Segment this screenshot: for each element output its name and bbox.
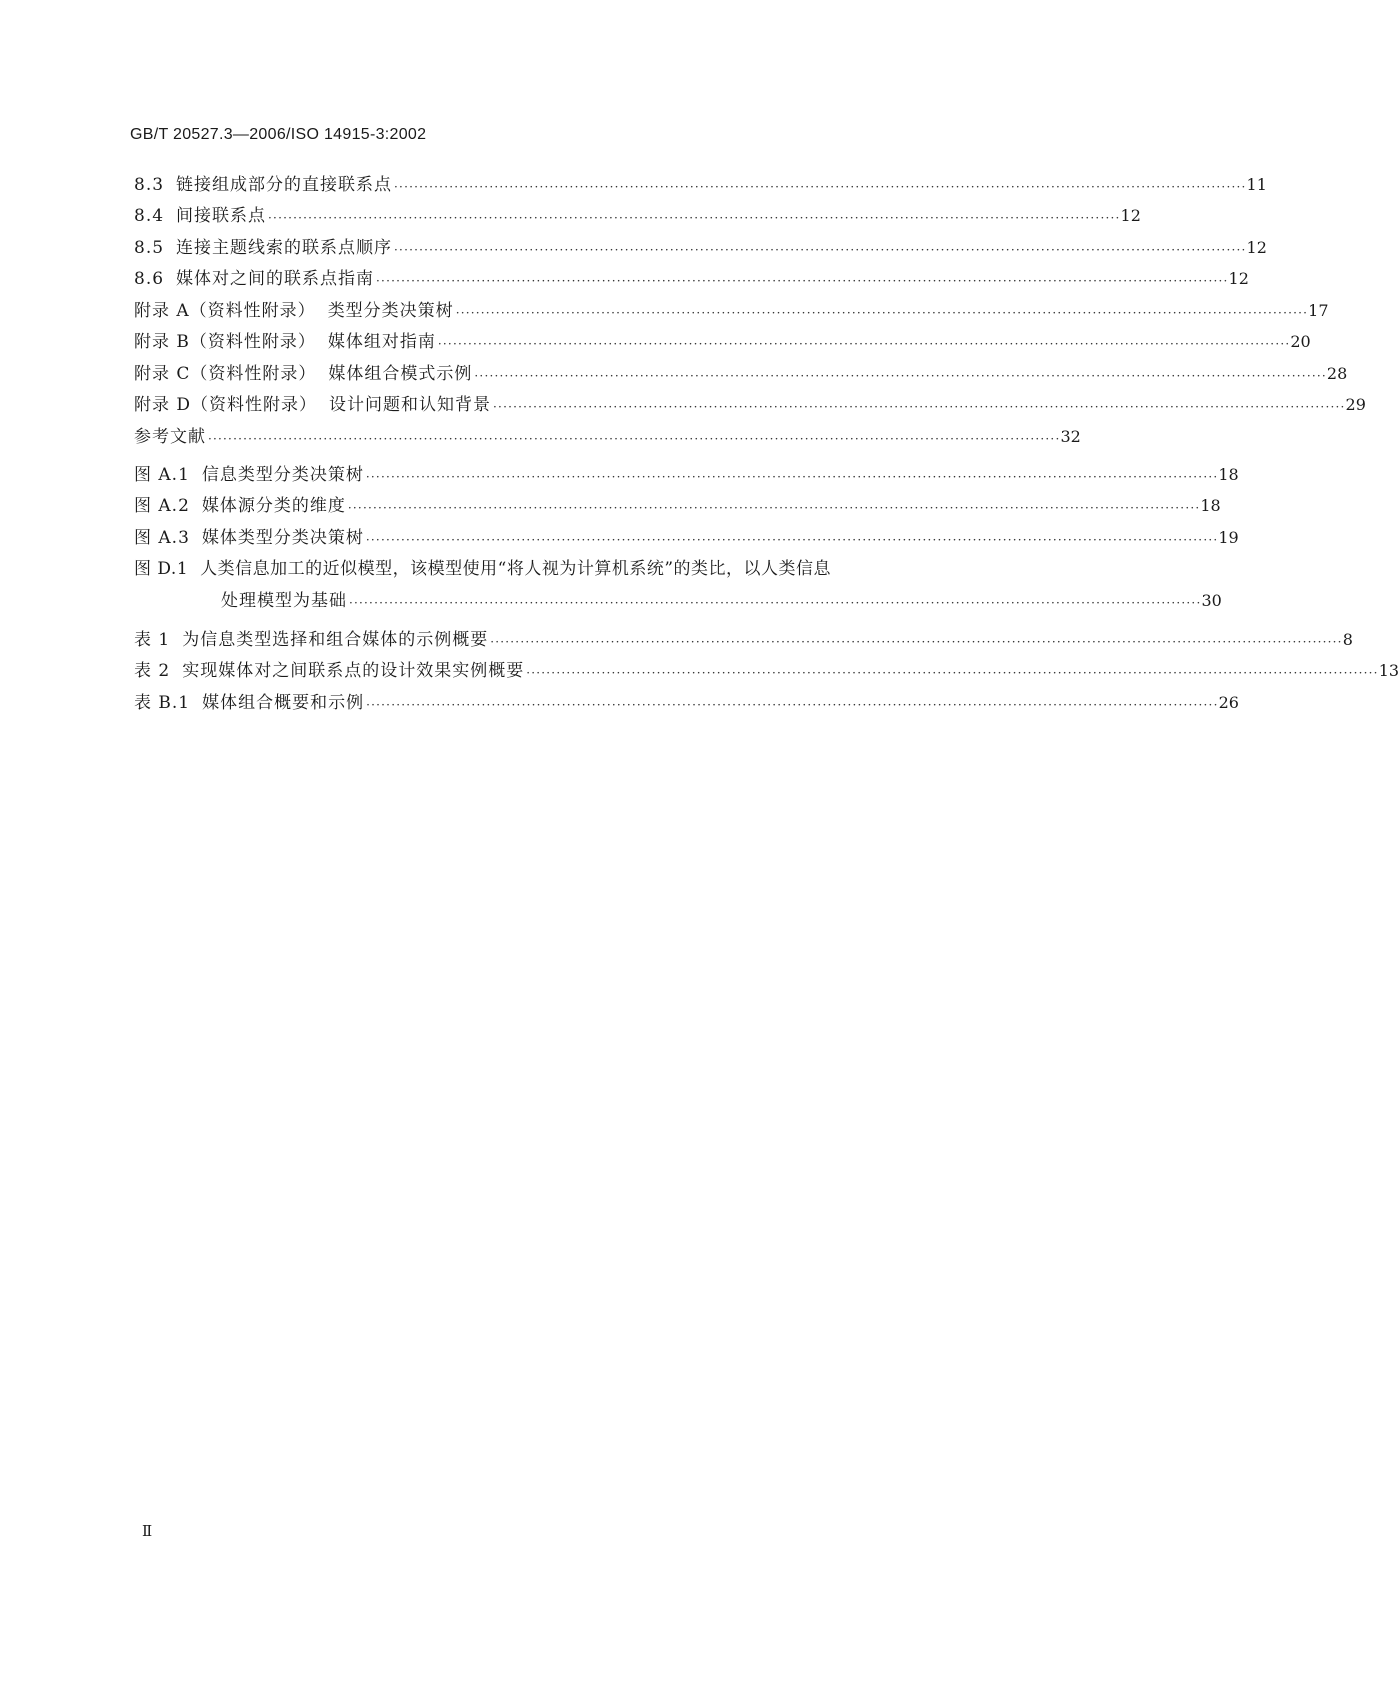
toc-entry-page: 12 xyxy=(1120,206,1141,225)
toc-entry-title: 为信息类型选择和组合媒体的示例概要 xyxy=(182,629,489,650)
dot-leader: ·········································································································································································· xyxy=(349,595,1202,610)
document-standard-code: GB/T 20527.3—2006/ISO 14915-3:2002 xyxy=(130,126,427,143)
toc-entry[interactable] xyxy=(134,549,1060,581)
toc-entry[interactable] xyxy=(134,486,1221,518)
toc-entry[interactable] xyxy=(134,353,1348,385)
toc-entry[interactable] xyxy=(134,619,1353,651)
toc-entry-page: 28 xyxy=(1326,363,1348,383)
toc-entry-number: 8.3 xyxy=(134,174,165,195)
toc-entry-page: 30 xyxy=(1201,590,1222,610)
toc-entry[interactable] xyxy=(134,517,1239,549)
toc-entry-title: 媒体源分类的维度 xyxy=(201,496,346,516)
toc-section-tables xyxy=(134,619,1399,714)
toc-entry-number: 8.5 xyxy=(134,237,165,258)
toc-entry[interactable] xyxy=(134,227,1267,259)
dot-leader: ·········································································································································································· xyxy=(394,179,1247,194)
toc-entry-page: 12 xyxy=(1228,269,1249,288)
toc-entry-page: 29 xyxy=(1345,395,1366,414)
dot-leader: ·········································································································································································· xyxy=(493,400,1346,414)
toc-entry-title: 媒体组合模式示例 xyxy=(328,363,473,384)
toc-entry-page: 20 xyxy=(1290,332,1311,351)
toc-entry-number: 表 B.1 xyxy=(134,692,191,713)
toc-entry[interactable] xyxy=(134,454,1239,486)
toc-entry-page: 12 xyxy=(1246,237,1267,257)
dot-leader: ·········································································································································································· xyxy=(474,368,1327,383)
dot-leader: ·········································································································································································· xyxy=(526,666,1379,680)
toc-entry-continuation[interactable] xyxy=(134,580,1222,612)
toc-entry-title: 设计问题和认知背景 xyxy=(329,395,492,415)
toc-entry-page: 18 xyxy=(1200,496,1221,515)
toc-entry-number: 附录 C（资料性附录） xyxy=(134,363,317,384)
dot-leader: ·········································································································································································· xyxy=(347,501,1201,515)
toc-entry-number: 附录 B（资料性附录） xyxy=(134,332,316,352)
toc-section-clauses xyxy=(134,164,1366,448)
dot-leader: ·········································································································································································· xyxy=(490,634,1343,649)
toc-entry[interactable] xyxy=(134,164,1267,196)
dot-leader: ·········································································································································································· xyxy=(208,431,1061,446)
toc-entry[interactable] xyxy=(134,322,1311,354)
dot-leader: ·········································································································································································· xyxy=(365,469,1219,484)
dot-leader: ·········································································································································································· xyxy=(394,242,1247,257)
toc-entry-page: 8 xyxy=(1342,629,1353,649)
toc-entry-page: 19 xyxy=(1218,527,1239,547)
dot-leader: ·········································································································································································· xyxy=(268,211,1121,225)
toc-entry-title: 参考文献 xyxy=(134,426,206,447)
toc-entry-title: 人类信息加工的近似模型，该模型使用“将人视为计算机系统”的类比，以人类信息 xyxy=(200,559,832,579)
toc-entry-title-continued: 处理模型为基础 xyxy=(221,590,347,611)
toc-entry-title: 媒体对之间的联系点指南 xyxy=(176,269,375,289)
toc-entry-page: 17 xyxy=(1308,300,1329,320)
toc-entry-title: 间接联系点 xyxy=(176,206,267,226)
toc-entry-number: 图 A.2 xyxy=(134,496,190,516)
toc-entry-number: 8.6 xyxy=(134,269,165,289)
toc-entry[interactable] xyxy=(134,651,1399,683)
toc-entry-number: 8.4 xyxy=(134,206,165,226)
toc-entry-page: 11 xyxy=(1246,174,1267,194)
toc-entry-page: 32 xyxy=(1060,426,1081,446)
toc-entry-page: 26 xyxy=(1218,692,1239,712)
dot-leader: ·········································································································································································· xyxy=(366,697,1219,712)
dot-leader: ·········································································································································································· xyxy=(437,337,1291,351)
toc-entry-number: 图 A.3 xyxy=(134,527,190,548)
dot-leader: ·········································································································································································· xyxy=(376,274,1229,288)
toc-entry-number: 表 2 xyxy=(134,661,171,681)
toc-entry[interactable] xyxy=(134,290,1329,322)
toc-entry-number: 图 D.1 xyxy=(134,559,189,579)
toc-entry-title: 链接组成部分的直接联系点 xyxy=(176,174,393,195)
dot-leader: ·········································································································································································· xyxy=(365,532,1219,547)
toc-entry[interactable] xyxy=(134,682,1239,714)
toc-entry-title: 媒体类型分类决策树 xyxy=(201,527,364,548)
toc-entry-number: 附录 A（资料性附录） xyxy=(134,300,316,321)
toc-entry-page: 13 xyxy=(1378,661,1399,680)
toc-entry[interactable] xyxy=(134,259,1249,291)
toc-entry[interactable] xyxy=(134,196,1141,228)
toc-entry[interactable] xyxy=(134,416,1081,448)
toc-entry-title: 信息类型分类决策树 xyxy=(201,464,364,485)
toc-entry-page: 18 xyxy=(1218,464,1239,484)
toc-entry-title: 媒体组合概要和示例 xyxy=(202,692,365,713)
toc-entry-title: 媒体组对指南 xyxy=(327,332,436,352)
toc-section-figures xyxy=(134,454,1239,612)
toc-entry-number: 表 1 xyxy=(134,629,171,650)
toc-entry-title: 类型分类决策树 xyxy=(327,300,454,321)
page-number: Ⅱ xyxy=(142,1522,153,1540)
toc-entry-title: 连接主题线索的联系点顺序 xyxy=(176,237,393,258)
toc-entry-number: 附录 D（资料性附录） xyxy=(134,395,318,415)
toc-entry-number: 图 A.1 xyxy=(134,464,190,485)
dot-leader: ·········································································································································································· xyxy=(455,305,1309,320)
toc-entry[interactable] xyxy=(134,385,1366,417)
toc-entry-title: 实现媒体对之间联系点的设计效果实例概要 xyxy=(182,661,525,681)
